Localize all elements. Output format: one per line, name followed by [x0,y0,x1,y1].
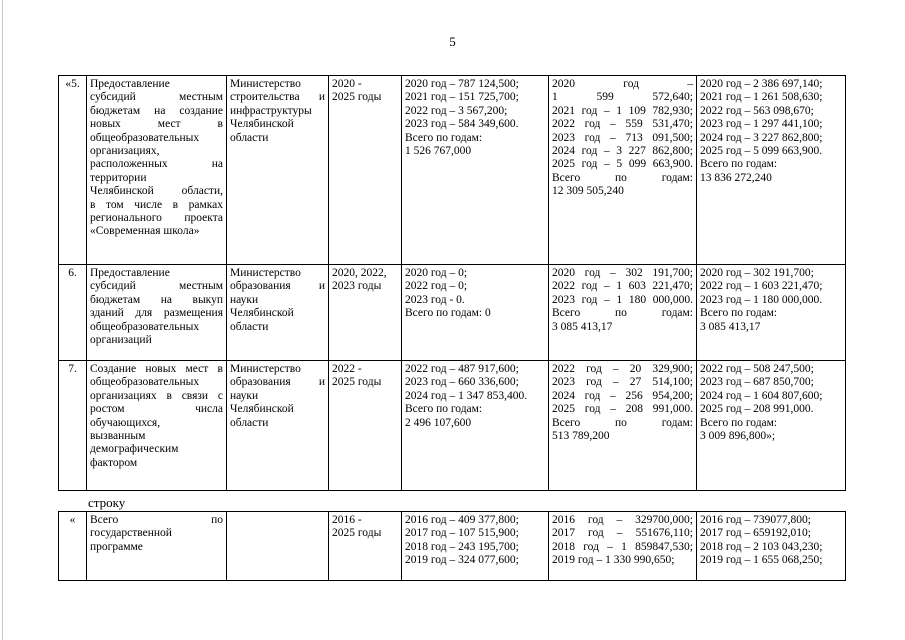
funding-federal-line: 2016 год – 329700,000; [552,514,693,526]
period-line: 2025 годы [332,527,382,540]
activity-name-line: регионального проекта [90,212,223,225]
funding-total-line: 2024 год – 1 604 807,600; [700,389,823,402]
funding-total-line: 13 836 272,240 [700,171,772,184]
funding-regional [402,512,549,581]
funding-federal-line: 2020 год – 302 191,700; [552,267,693,279]
activity-name-line: общеобразовательных [90,320,200,333]
funding-total [697,361,846,491]
funding-regional-line: Всего по годам: 0 [405,307,491,320]
activity-name-line: демографическим [90,443,179,456]
funding-regional-line: 2024 год – 1 347 853,400. [405,389,528,402]
responsible-ministry [227,361,329,491]
funding-regional-line: 2 496 107,600 [405,416,472,429]
period-line: 2020 - [332,78,362,90]
funding-federal-line: 12 309 505,240 [552,185,624,198]
row-number: « [59,512,87,581]
responsible-ministry-line: образования и [230,376,325,389]
funding-regional-line: 2017 год – 107 515,900; [405,527,519,540]
program-total-table [58,511,846,581]
funding-total-line: Всего по годам: [700,416,778,429]
program-activities-body [59,76,846,491]
funding-total [697,512,846,581]
row-number: «5. [59,76,87,265]
responsible-ministry-line: области [230,320,269,333]
funding-federal [549,76,697,265]
period [329,512,402,581]
funding-federal-line: 2018 год – 1 859847,530; [552,540,693,553]
funding-regional-line: 2022 год – 0; [405,280,468,293]
funding-regional [402,361,549,491]
funding-federal-line: Всего по годам: [552,307,693,320]
funding-regional-line: 2020 год – 787 124,500; [405,78,519,90]
funding-federal-line: 2022 год – 1 603 221,470; [552,280,693,293]
activity-name-line: вызванным [90,430,146,443]
activity-name [87,361,227,491]
period-line: 2020, 2022, [332,267,387,279]
funding-federal-line: 2023 год – 1 180 000,000. [552,293,693,306]
activity-name-line: программе [90,540,143,553]
responsible-ministry-line: науки [230,389,259,402]
funding-total-line: 2022 год – 508 247,500; [700,363,814,375]
funding-federal-line: 2024 год – 256 954,200; [552,389,693,402]
activity-name-line: Создание новых мест в [90,363,223,375]
funding-federal-line: 2022 год – 20 329,900; [552,363,693,375]
funding-regional-line: 2023 год – 584 349,600. [405,118,519,131]
period-line: 2025 годы [332,376,382,389]
activity-name-line: Всего по [90,514,223,526]
page-number: 5 [449,34,456,49]
activity-name [87,512,227,581]
activity-name-line: в том числе в рамках [90,198,223,211]
activity-name-line: субсидий местным [90,280,223,293]
funding-regional [402,76,549,265]
funding-federal-line: 2025 год – 208 991,000. [552,403,693,416]
activity-name-line: «Современная школа» [90,225,200,238]
activity-name [87,76,227,265]
activity-name-line: территории [90,171,147,184]
activity-name-line: новых мест в [90,118,223,131]
funding-regional-line: 2023 год – 660 336,600; [405,376,519,389]
responsible-ministry [227,265,329,361]
funding-total-line: 2024 год – 3 227 862,800; [700,131,823,144]
separator-text: строку [88,495,126,510]
funding-regional-line: 2021 год – 151 725,700; [405,91,519,104]
row-number: 7. [59,361,87,491]
funding-total-line: Всего по годам: [700,158,778,171]
funding-federal-line: 2017 год – 551676,110; [552,527,693,540]
period [329,76,402,265]
funding-federal-line: 2019 год – 1 330 990,650; [552,554,675,567]
responsible-ministry [227,76,329,265]
funding-total-line: 2022 год – 1 603 221,470; [700,280,823,293]
funding-total-line: 2023 год – 1 297 441,100; [700,118,823,131]
activity-name-line: фактором [90,456,138,469]
funding-regional [402,265,549,361]
activity-name-line: государственной [90,527,172,540]
responsible-ministry-line: Министерство [230,78,301,90]
activity-name [87,265,227,361]
activity-name-line: субсидий местным [90,91,223,104]
funding-total-line: 2023 год – 687 850,700; [700,376,814,389]
funding-total-line: 2022 год – 563 098,670; [700,104,814,117]
program-total-body [59,512,846,581]
funding-regional-line: 2016 год – 409 377,800; [405,514,519,526]
responsible-ministry-line: области [230,416,269,429]
activity-name-line: организаций [90,334,152,347]
funding-federal-line: 2024 год – 3 227 862,800; [552,145,693,158]
funding-regional-line: Всего по годам: [405,403,483,416]
table-row [59,265,846,361]
responsible-ministry-line: Челябинской [230,307,294,320]
period-line: 2023 годы [332,280,382,293]
table-row [59,512,846,581]
funding-federal-line: 3 085 413,17 [552,320,613,333]
funding-regional-line: 2018 год – 243 195,700; [405,540,519,553]
funding-regional-line: 2023 год - 0. [405,293,465,306]
activity-name-line: Челябинской области, [90,185,223,198]
funding-federal-line: 513 789,200 [552,430,610,443]
funding-total-line: Всего по годам: [700,307,778,320]
row-number: 6. [59,265,87,361]
responsible-ministry-line: области [230,131,269,144]
responsible-ministry-line: строительства и [230,91,325,104]
funding-regional-line: Всего по годам: [405,131,483,144]
funding-federal-line: 2022 год – 559 531,470; [552,118,693,131]
activity-name-line: ростом числа [90,403,223,416]
table-row [59,361,846,491]
activity-name-line: организациях в связи с [90,389,223,402]
funding-total-line: 2020 год – 2 386 697,140; [700,78,823,90]
funding-total-line: 2017 год – 659192,010; [700,527,811,540]
funding-total-line: 2016 год – 739077,800; [700,514,811,526]
responsible-ministry-line: Челябинской [230,118,294,131]
activity-name-line: бюджетам на создание [90,104,223,117]
funding-regional-line: 1 526 767,000 [405,145,472,158]
period-line: 2016 - [332,514,362,526]
responsible-ministry-line: инфраструктуры [230,104,312,117]
period-line: 2022 - [332,363,362,375]
funding-total [697,265,846,361]
activity-name-line: расположенных на [90,158,223,171]
responsible-ministry-line: образования и [230,280,325,293]
funding-total-line: 3 009 896,800»; [700,430,776,443]
funding-total-line: 2023 год – 1 180 000,000. [700,293,823,306]
period [329,265,402,361]
period [329,361,402,491]
funding-total-line: 2025 год – 208 991,000. [700,403,814,416]
funding-regional-line: 2022 год – 487 917,600; [405,363,519,375]
funding-federal-line: 2023 год – 27 514,100; [552,376,693,389]
funding-federal-line: 2025 год – 5 099 663,900. [552,158,693,171]
funding-regional-line: 2022 год – 3 567,200; [405,104,508,117]
activity-name-line: бюджетам на выкуп [90,293,223,306]
funding-federal-line: 2023 год – 713 091,500; [552,131,693,144]
funding-total-line: 2019 год – 1 655 068,250; [700,554,823,567]
responsible-ministry-line: Министерство [230,363,301,375]
funding-regional-line: 2020 год – 0; [405,267,468,279]
funding-federal-line: 2021 год – 1 109 782,930; [552,104,693,117]
period-line: 2025 годы [332,91,382,104]
responsible-ministry-line: Челябинской [230,403,294,416]
funding-federal [549,512,697,581]
page-edge-line [2,0,3,640]
activity-name-line: зданий для размещения [90,307,223,320]
funding-federal [549,265,697,361]
funding-total [697,76,846,265]
activity-name-line: Предоставление [90,267,170,279]
activity-name-line: обучающихся, [90,416,161,429]
responsible-ministry-line: науки [230,293,259,306]
funding-total-line: 2025 год – 5 099 663,900. [700,145,823,158]
table-row [59,76,846,265]
funding-total-line: 2020 год – 302 191,700; [700,267,814,279]
activity-name-line: организациях, [90,145,160,158]
responsible-ministry [227,512,329,581]
activity-name-line: Предоставление [90,78,170,90]
funding-regional-line: 2019 год – 324 077,600; [405,554,519,567]
responsible-ministry-line: Министерство [230,267,301,279]
funding-total-line: 2018 год – 2 103 043,230; [700,540,823,553]
funding-federal-line: Всего по годам: [552,171,693,184]
funding-federal-line: Всего по годам: [552,416,693,429]
funding-federal [549,361,697,491]
funding-total-line: 3 085 413,17 [700,320,761,333]
activity-name-line: общеобразовательных [90,131,200,144]
activity-name-line: общеобразовательных [90,376,200,389]
funding-federal-line: 1 599 572,640; [552,91,693,104]
program-activities-table [58,75,846,491]
funding-total-line: 2021 год – 1 261 508,630; [700,91,823,104]
funding-federal-line: 2020 год – [552,78,693,90]
